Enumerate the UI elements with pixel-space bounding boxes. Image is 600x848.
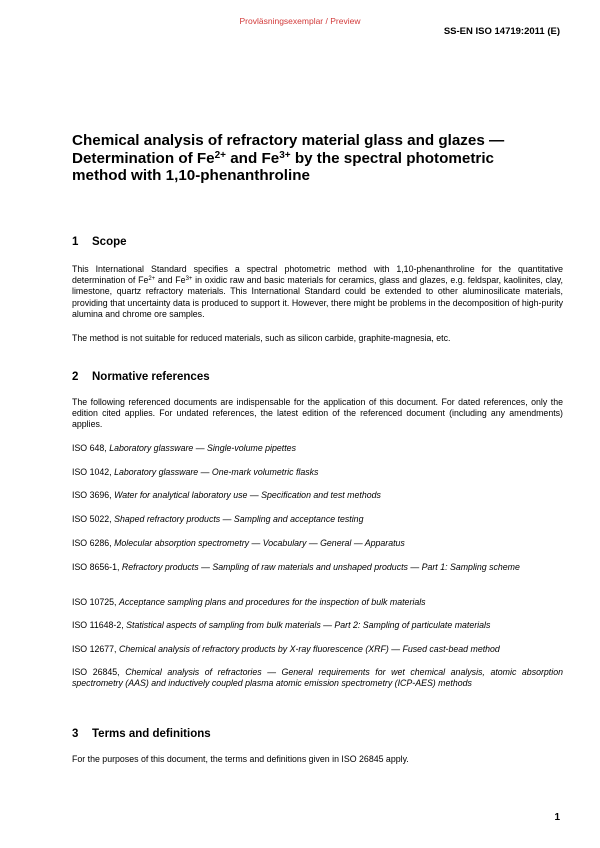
title-line-3: method with 1,10-phenanthroline: [72, 167, 310, 184]
section-number: 3: [72, 728, 79, 740]
scope-paragraph-1: [72, 264, 563, 320]
reference-entry: [72, 562, 563, 573]
reference-code: ISO 26845,: [72, 667, 120, 677]
reference-code: ISO 8656-1,: [72, 562, 120, 572]
reference-code: ISO 12677,: [72, 644, 117, 654]
reference-title: Chemical analysis of refractory products by X-ray fluorescence (XRF) — Fused cast-bead method: [118, 644, 500, 654]
standard-reference: SS-EN ISO 14719:2011 (E): [443, 26, 560, 37]
normative-intro: The following referenced documents are indispensable for the application of this document. For dated references, only the edition cited applies. For undated references, the latest edition of the referenced document (including any amendments) applies.: [72, 397, 563, 430]
section-title: Normative references: [92, 371, 210, 383]
reference-title: Acceptance sampling plans and procedures for the inspection of bulk materials: [118, 597, 426, 607]
reference-title: Chemical analysis of refractories — General requirements for wet chemical analysis, atomic absorption spectrometry (AAS) and inductively coupled plasma atomic emission spectrometry (ICP-AES) methods: [72, 667, 563, 689]
reference-title: Laboratory glassware — One-mark volumetric flasks: [114, 467, 319, 477]
reference-entry: [72, 443, 563, 454]
reference-code: ISO 648,: [72, 443, 107, 453]
page-number: 1: [554, 812, 560, 823]
reference-entry: [72, 620, 563, 631]
terms-paragraph: For the purposes of this document, the terms and definitions given in ISO 26845 apply.: [72, 754, 409, 764]
reference-code: ISO 3696,: [72, 490, 112, 500]
title-text: Determination of Fe: [72, 149, 215, 167]
reference-title: Shaped refractory products — Sampling and acceptance testing: [114, 514, 364, 524]
section-number: 1: [72, 236, 79, 248]
title-line-1: Chemical analysis of refractory material glass and glazes —: [72, 132, 505, 149]
reference-entry: [72, 490, 563, 501]
section-2-heading: [72, 371, 210, 383]
title-superscript: 3+: [279, 149, 291, 161]
section-number: 2: [72, 371, 79, 383]
reference-title: Laboratory glassware — Single-volume pipettes: [109, 443, 296, 453]
reference-entry: [72, 467, 563, 478]
paragraph-text: and Fe: [155, 275, 186, 286]
preview-watermark: Provläsningsexemplar / Preview: [239, 16, 361, 26]
paragraph-text: in oxidic raw and basic materials for ceramics, glass and glazes, e.g. feldspar, kaolinites, clay, limestone, quartz refractory materials. This International Standard could be extended to other aluminosilicate materials, providing that uncertainty data is produced to support it. However, there might be problems in the decomposition of high-purity alumina and chrome ore samples.: [72, 275, 563, 319]
title-text: by the spectral photometric: [290, 149, 494, 167]
superscript: 3+: [185, 276, 193, 283]
paragraph-text: This International Standard specifies a spectral photometric method with 1,10-phenanthroline for the quantitative determination of Fe: [72, 264, 563, 286]
reference-code: ISO 5022,: [72, 514, 112, 524]
section-1-heading: [72, 236, 127, 248]
reference-entry: [72, 538, 563, 549]
scope-paragraph-2: The method is not suitable for reduced materials, such as silicon carbide, graphite-magnesia, etc.: [72, 333, 451, 343]
reference-code: ISO 1042,: [72, 467, 112, 477]
section-3-heading: [72, 728, 211, 740]
reference-title: Molecular absorption spectrometry — Vocabulary — General — Apparatus: [114, 538, 405, 548]
section-title: Scope: [92, 236, 127, 248]
reference-title: Refractory products — Sampling of raw materials and unshaped products — Part 1: Sampling scheme: [121, 562, 520, 572]
reference-title: Water for analytical laboratory use — Specification and test methods: [114, 490, 381, 500]
reference-code: ISO 11648-2,: [72, 620, 124, 630]
reference-entry: [72, 514, 563, 525]
reference-title: Statistical aspects of sampling from bulk materials — Part 2: Sampling of particulate materials: [126, 620, 491, 630]
reference-entry: [72, 644, 563, 655]
reference-code: ISO 10725,: [72, 597, 117, 607]
reference-entry: [72, 667, 563, 689]
title-superscript: 2+: [214, 149, 227, 161]
title-text: and Fe: [226, 149, 280, 167]
title-line-2: [72, 150, 552, 168]
superscript: 2+: [148, 276, 156, 283]
reference-code: ISO 6286,: [72, 538, 112, 548]
reference-entry: [72, 597, 563, 608]
section-title: Terms and definitions: [92, 728, 211, 740]
document-title: [72, 132, 552, 185]
